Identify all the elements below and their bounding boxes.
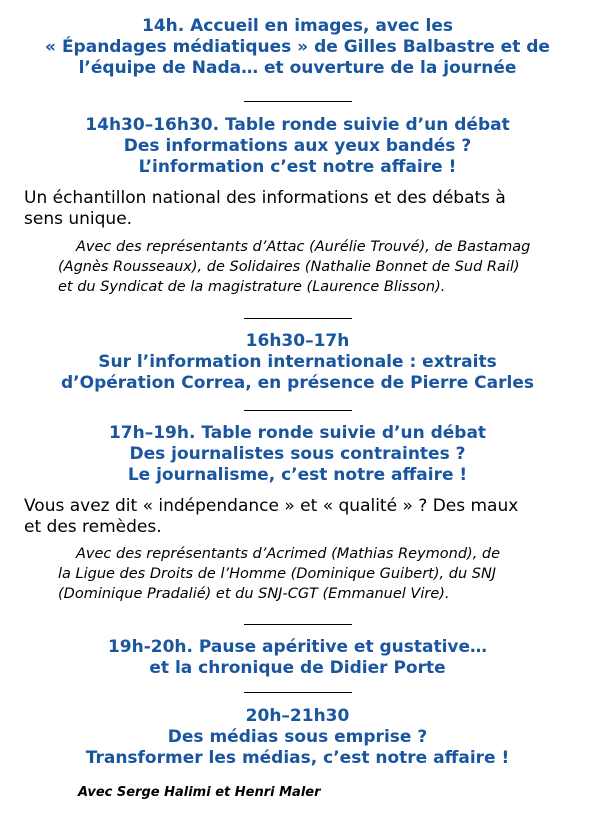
- participants-line-1: Avec des représentants d’Acrimed (Mathias Reymond), de: [76, 546, 501, 562]
- international-subtitle: d’Opération Correa, en présence de Pierre Carles: [61, 373, 534, 393]
- closing-participants-line: Avec Serge Halimi et Henri Maler: [78, 785, 321, 800]
- roundtable-2-slogan: Le journalisme, c’est notre affaire !: [127, 465, 468, 485]
- section-roundtable-1: [0, 115, 595, 178]
- participants-line-3: (Dominique Pradalié) et du SNJ-CGT (Emmanuel Vire).: [58, 586, 450, 602]
- participants-line-1: Avec des représentants d’Attac (Aurélie Trouvé), de Bastamag: [76, 239, 531, 255]
- divider: [0, 318, 595, 319]
- welcome-line-2: « Épandages médiatiques » de Gilles Balbastre et de: [45, 37, 550, 57]
- roundtable-2-participants: [58, 544, 588, 604]
- section-break: [0, 637, 595, 679]
- participants-line-2: la Ligue des Droits de l’Homme (Dominique Guibert), du SNJ: [58, 566, 497, 582]
- roundtable-1-body-line-2: sens unique.: [24, 209, 133, 229]
- closing-question: Des médias sous emprise ?: [167, 727, 428, 747]
- international-time: 16h30–17h: [245, 331, 350, 351]
- roundtable-2-time: 17h–19h. Table ronde suivie d’un débat: [108, 423, 487, 443]
- roundtable-1-body-line-1: Un échantillon national des informations et des débats à: [24, 188, 506, 208]
- roundtable-1-question: Des informations aux yeux bandés ?: [123, 136, 472, 156]
- divider: [0, 692, 595, 693]
- section-closing: [0, 706, 595, 769]
- welcome-line-3: l’équipe de Nada… et ouverture de la journée: [78, 58, 517, 78]
- roundtable-2-description: [0, 496, 595, 538]
- roundtable-1-participants: [58, 237, 588, 297]
- divider: [0, 624, 595, 625]
- divider: [0, 410, 595, 411]
- participants-line-2: (Agnès Rousseaux), de Solidaires (Nathalie Bonnet de Sud Rail): [58, 259, 520, 275]
- break-line-2: et la chronique de Didier Porte: [149, 658, 446, 678]
- roundtable-1-time: 14h30–16h30. Table ronde suivie d’un débat: [85, 115, 510, 135]
- section-international: [0, 331, 595, 394]
- roundtable-2-body-line-2: et des remèdes.: [24, 517, 162, 537]
- section-welcome: [0, 16, 595, 79]
- welcome-line-1: 14h. Accueil en images, avec les: [142, 16, 453, 36]
- international-title: Sur l’information internationale : extraits: [98, 352, 497, 372]
- roundtable-1-description: [0, 188, 595, 230]
- roundtable-2-body-line-1: Vous avez dit « indépendance » et « qualité » ? Des maux: [24, 496, 519, 516]
- divider: [0, 101, 595, 102]
- section-roundtable-2: [0, 423, 595, 486]
- participants-line-3: et du Syndicat de la magistrature (Laurence Blisson).: [58, 279, 446, 295]
- roundtable-1-slogan: L’information c’est notre affaire !: [138, 157, 457, 177]
- break-line-1: 19h-20h. Pause apéritive et gustative…: [107, 637, 488, 657]
- roundtable-2-question: Des journalistes sous contraintes ?: [129, 444, 466, 464]
- closing-time: 20h–21h30: [245, 706, 350, 726]
- closing-slogan: Transformer les médias, c’est notre affaire !: [85, 748, 510, 768]
- closing-participants: [78, 783, 578, 803]
